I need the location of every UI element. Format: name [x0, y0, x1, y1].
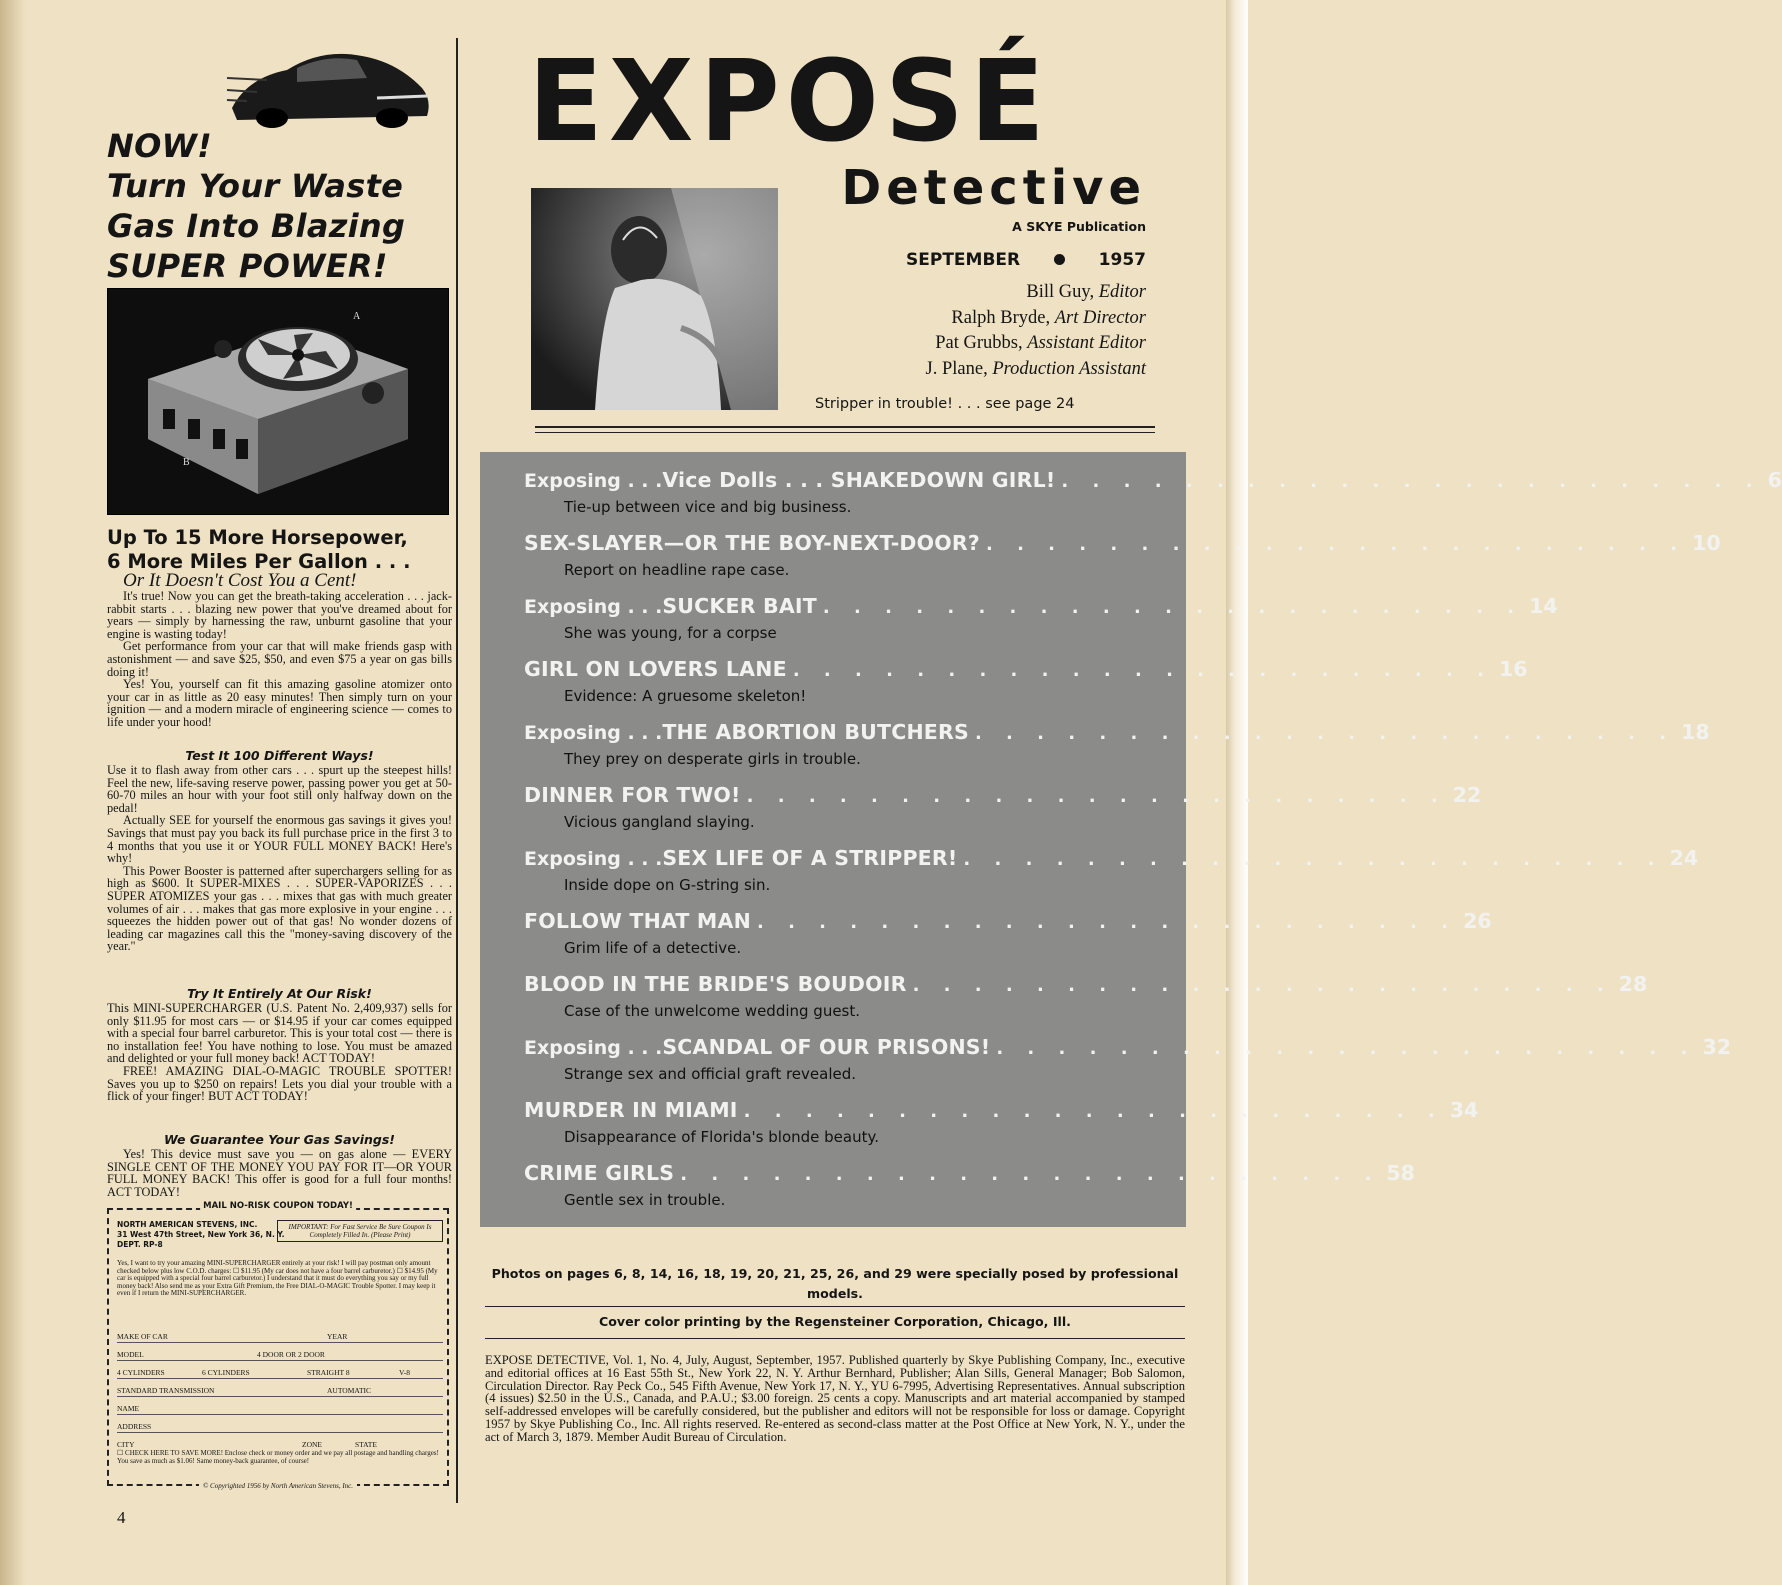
toc-leader: . . . . . . . . . . . . . . . . . . . . . . . [743, 1101, 1444, 1122]
toc-title: FOLLOW THAT MAN [524, 909, 751, 933]
coupon-save-more-checkbox[interactable]: ☐ CHECK HERE TO SAVE MORE! Enclose check or money order and we pay all postage and handling charges! You save as much as $1.06! Same money-back guarantee, of course! [117, 1449, 439, 1465]
ad-paragraph: Yes! You, yourself can fit this amazing gasoline atomizer onto your car in as little as 20 easy minutes! Then simply turn on your ignition — and a modern miracle of engineering science — comes to life under your hood! [107, 677, 452, 729]
field-label: STRAIGHT 8 [307, 1368, 350, 1377]
toc-entry[interactable] [480, 846, 1699, 906]
staff-name: Ralph Bryde, [951, 307, 1051, 328]
field-label: NAME [117, 1404, 140, 1413]
copyright-text: © Copyrighted 1956 by North American Stevens, Inc. [199, 1482, 357, 1490]
staff-name: Pat Grubbs, [935, 333, 1023, 353]
toc-heading [524, 1161, 1415, 1191]
toc-page: 34 [1449, 1098, 1479, 1122]
toc-title: Vice Dolls . . . SHAKEDOWN GIRL! [662, 468, 1056, 492]
staff-entry [926, 306, 1146, 332]
toc-page: 14 [1529, 594, 1558, 618]
ad-paragraph: Actually SEE for yourself the enormous gas savings it gives you! Savings that must pay you back its full purchase price in the first 3 to 4 months that you use it or YOUR FULL MONEY BACK! Here's why! [107, 813, 452, 866]
ad-paragraph: This Power Booster is patterned after superchargers selling for as high as $600. It SUPER-MIXES . . . SUPER-VAPORIZES . . . SUPER ATOMIZES your gas . . . mixes that gas with much greater volumes of air . . . makes that gas more explosive in your engine . . . squeezes the hidden power out of that gas! No wonder dozens of leading car magazines call this the "money-saving discovery of the year." [107, 863, 452, 954]
issue-month: SEPTEMBER [906, 250, 1021, 270]
staff-role: Editor [1098, 282, 1146, 302]
cover-story-photo [531, 188, 778, 410]
coupon-field-name[interactable] [117, 1402, 443, 1415]
toc-description: Disappearance of Florida's blonde beauty. [564, 1128, 879, 1146]
toc-leader: . . . . . . . . . . . . . . . . . . . . . . . [680, 1164, 1381, 1185]
ad-paragraph: It's true! Now you can get the breath-taking acceleration . . . jack-rabbit starts . . . blazing new power that you've dreamed about for years — simply by harnessing the raw, unburnt gasoline that your engine is wasting today! [107, 589, 452, 641]
toc-title: BLOOD IN THE BRIDE'S BOUDOIR [524, 972, 907, 996]
publisher-line: A SKYE Publication [1012, 219, 1146, 234]
toc-heading [524, 846, 1699, 876]
staff-role: Production Assistant [992, 358, 1146, 379]
toc-title: CRIME GIRLS [524, 1161, 675, 1185]
supercharger-product-photo [107, 288, 449, 515]
table-of-contents [480, 452, 1782, 1227]
coupon-field-make[interactable] [117, 1330, 443, 1343]
staff-list [926, 280, 1146, 382]
staff-name: J. Plane, [925, 358, 988, 379]
toc-page: 22 [1452, 783, 1482, 807]
toc-page: 6 [1767, 468, 1782, 492]
toc-description: Tie-up between vice and big business. [564, 498, 852, 516]
field-label: YEAR [327, 1332, 348, 1341]
toc-leader: . . . . . . . . . . . . . . . . . . . . . . . [746, 786, 1447, 807]
toc-title: SCANDAL OF OUR PRISONS! [662, 1035, 991, 1059]
toc-page: 10 [1692, 531, 1721, 555]
coupon-field-cylinders[interactable] [117, 1366, 443, 1379]
ad-subheadline [107, 526, 452, 574]
toc-page: 32 [1702, 1035, 1731, 1059]
headline-line: NOW! [107, 127, 213, 165]
supercharger-advertisement [107, 38, 452, 1518]
toc-page: 28 [1618, 972, 1648, 996]
page-edge-left [0, 0, 26, 1585]
toc-leader: . . . . . . . . . . . . . . . . . . . . . . . [974, 723, 1676, 744]
toc-leader: . . . . . . . . . . . . . . . . . . . . . . . [996, 1038, 1697, 1059]
order-coupon[interactable] [107, 1201, 449, 1490]
magazine-subtitle: Detective [841, 160, 1146, 216]
coupon-company: NORTH AMERICAN STEVENS, INC. [117, 1220, 258, 1229]
toc-description: Gentle sex in trouble. [564, 1191, 726, 1209]
ad-paragraph: Yes! This device must save you — on gas alone — EVERY SINGLE CENT OF THE MONEY YOU PAY FOR IT—OR YOUR FULL MONEY BACK! This offer is good for a full four months! ACT TODAY! [107, 1147, 452, 1199]
toc-entry[interactable] [480, 720, 1710, 780]
field-label: MAKE OF CAR [117, 1332, 168, 1341]
staff-entry [926, 357, 1146, 383]
field-label: AUTOMATIC [327, 1386, 372, 1395]
field-label: ADDRESS [117, 1422, 152, 1431]
toc-entry[interactable] [480, 1035, 1731, 1095]
toc-label: Exposing . . . [524, 1037, 663, 1059]
toc-entry[interactable] [480, 468, 1782, 528]
toc-title: MURDER IN MIAMI [524, 1098, 738, 1122]
coupon-street: 31 West 47th Street, New York 36, N. Y. [117, 1230, 285, 1239]
field-label: 6 CYLINDERS [202, 1368, 250, 1377]
toc-entry[interactable] [480, 909, 1492, 969]
toc-heading [524, 531, 1721, 561]
toc-entry[interactable] [480, 972, 1648, 1032]
ad-paragraph: Get performance from your car that will make friends gasp with astonishment — and save $25, $50, and even $75 a year on gas bills doing it! [107, 639, 452, 679]
speeding-car-illustration [227, 38, 437, 138]
ad-subhead-risk: Try It Entirely At Our Risk! [187, 986, 372, 1001]
toc-title: DINNER FOR TWO! [524, 783, 741, 807]
toc-entry[interactable] [480, 531, 1721, 591]
toc-heading [524, 1035, 1731, 1065]
toc-leader: . . . . . . . . . . . . . . . . . . . . . . . [1061, 471, 1762, 492]
issue-date [906, 250, 1146, 270]
toc-heading [524, 783, 1482, 813]
page-number: 4 [117, 1508, 126, 1527]
ad-body-test [107, 764, 452, 953]
headline-line: SUPER POWER! [107, 247, 388, 285]
field-label: 4 CYLINDERS [117, 1368, 165, 1377]
toc-entry[interactable] [480, 783, 1482, 843]
photo-credit-note: Photos on pages 6, 8, 14, 16, 18, 19, 20, 21, 25, 26, and 29 were specially posed by professional models. [491, 1266, 1179, 1301]
toc-heading [524, 720, 1710, 750]
toc-title: THE ABORTION BUTCHERS [662, 720, 969, 744]
toc-heading [524, 972, 1648, 1002]
coupon-order-text[interactable]: Yes, I want to try your amazing MINI-SUPERCHARGER entirely at your risk! I will pay postman only amount checked below plus low C.O.D. charges: ☐ $11.95 (My car does not have a four barrel carburetor.) ☐ $14.95 (My car is equipped with a special four barrel carburetor.) I understand that it must do everything you say or my full money back! Also send me as your Extra Gift Premium, the Free DIAL-O-MAGIC Trouble Spotter. I may keep it even if I return the MINI-SUPERCHARGER. [117, 1259, 438, 1298]
coupon-field-transmission[interactable] [117, 1384, 443, 1397]
ad-paragraph: FREE! AMAZING DIAL-O-MAGIC TROUBLE SPOTTER! Saves you up to $250 on repairs! Lets you dial your trouble with a flick of your finger! BUT ACT TODAY! [107, 1063, 452, 1104]
ad-body-risk [107, 1002, 452, 1103]
toc-page: 16 [1498, 657, 1528, 681]
toc-description: Evidence: A gruesome skeleton! [564, 687, 807, 705]
toc-title: SEX-SLAYER—OR THE BOY-NEXT-DOOR? [524, 531, 980, 555]
toc-label: Exposing . . . [524, 848, 663, 870]
cover-printing-note: Cover color printing by the Regensteiner Corporation, Chicago, Ill. [599, 1314, 1071, 1329]
toc-heading [524, 594, 1558, 624]
field-label: STANDARD TRANSMISSION [117, 1386, 215, 1395]
coupon-important-note: IMPORTANT: For Fast Service Be Sure Coupon Is Completely Filled In. (Please Print) [277, 1220, 443, 1242]
toc-page: 18 [1681, 720, 1710, 744]
field-label: 4 DOOR OR 2 DOOR [257, 1350, 325, 1359]
headline-line: Gas Into Blazing [107, 207, 406, 245]
subheadline-line: 6 More Miles Per Gallon . . . [107, 550, 411, 573]
toc-heading [524, 468, 1782, 498]
toc-leader: . . . . . . . . . . . . . . . . . . . . . . . [756, 912, 1458, 933]
toc-heading [524, 909, 1492, 939]
staff-role: Assistant Editor [1027, 333, 1146, 353]
ad-headline [107, 126, 452, 286]
field-label: MODEL [117, 1350, 144, 1359]
coupon-field-address[interactable] [117, 1420, 443, 1433]
toc-title: GIRL ON LOVERS LANE [524, 657, 787, 681]
coupon-field-model[interactable] [117, 1348, 443, 1361]
magazine-title: EXPOSÉ [528, 37, 1051, 167]
toc-page: 24 [1669, 846, 1699, 870]
field-label: ZONE [302, 1440, 322, 1449]
field-label: CITY [117, 1440, 135, 1449]
toc-leader: . . . . . . . . . . . . . . . . . . . . . . . [985, 534, 1687, 555]
coupon-address-block [117, 1220, 284, 1250]
toc-page: 58 [1386, 1161, 1415, 1185]
staff-entry [926, 280, 1146, 306]
ad-guarantee-tagline: Or It Doesn't Cost You a Cent! [123, 570, 357, 591]
photo-caption: Stripper in trouble! . . . see page 24 [815, 396, 1075, 412]
toc-label: Exposing . . . [524, 470, 663, 492]
toc-label: Exposing . . . [524, 596, 663, 618]
ad-subhead-guarantee: We Guarantee Your Gas Savings! [164, 1132, 395, 1147]
toc-title: SEX LIFE OF A STRIPPER! [662, 846, 958, 870]
toc-entry[interactable] [480, 1161, 1415, 1221]
notes-rule [485, 1306, 1185, 1307]
toc-leader: . . . . . . . . . . . . . . . . . . . . . . . [792, 660, 1493, 681]
coupon-dept: DEPT. RP-8 [117, 1240, 163, 1249]
ad-paragraph: Use it to flash away from other cars . . . spurt up the steepest hills! Feel the new, life-saving reserve power, passing power you get at 50-60-70 miles an hour with your foot still only halfway down on the pedal! [107, 763, 452, 815]
toc-description: Case of the unwelcome wedding guest. [564, 1002, 861, 1020]
ad-body-guarantee [107, 1148, 452, 1198]
staff-entry [926, 331, 1146, 357]
toc-description: Inside dope on G-string sin. [564, 876, 771, 894]
column-divider [456, 38, 458, 1503]
staff-name: Bill Guy, [1026, 282, 1095, 302]
toc-description: Grim life of a detective. [564, 939, 742, 957]
ad-subhead-test: Test It 100 Different Ways! [185, 748, 374, 763]
toc-entry[interactable] [480, 1098, 1479, 1158]
product-label-b: B [183, 457, 190, 468]
ad-body-intro [107, 590, 452, 729]
toc-leader: . . . . . . . . . . . . . . . . . . . . . . . [822, 597, 1524, 618]
toc-heading [524, 657, 1528, 687]
staff-role: Art Director [1054, 307, 1146, 328]
headline-line: Turn Your Waste [107, 167, 404, 205]
product-label-a: A [353, 311, 361, 322]
toc-entry[interactable] [480, 657, 1528, 717]
subheadline-line: Up To 15 More Horsepower, [107, 526, 408, 549]
field-label: V-8 [399, 1368, 410, 1377]
issue-year: 1957 [1098, 250, 1146, 270]
toc-heading [524, 1098, 1479, 1128]
toc-leader: . . . . . . . . . . . . . . . . . . . . . . . [912, 975, 1613, 996]
toc-description: Vicious gangland slaying. [564, 813, 755, 831]
notes-rule [485, 1338, 1185, 1339]
toc-description: Strange sex and official graft revealed. [564, 1065, 857, 1083]
toc-leader: . . . . . . . . . . . . . . . . . . . . . . . [963, 849, 1664, 870]
ad-paragraph: This MINI-SUPERCHARGER (U.S. Patent No. 2,409,937) sells for only $11.95 for most cars — or $14.95 if your car comes equipped with a special four barrel carburetor. This is your total cost — there is no installation fee! You have nothing to lose. You must be amazed and delighted or your full money back! ACT TODAY! [107, 1001, 452, 1066]
coupon-title: MAIL NO-RISK COUPON TODAY! [200, 1201, 356, 1211]
masthead-rule [535, 426, 1155, 428]
publication-imprint: EXPOSE DETECTIVE, Vol. 1, No. 4, July, August, September, 1957. Published quarterly by Skye Publishing Company, Inc., executive and editorial offices at 16 East 55th St., New York 22, N. Y. Arthur Bernhard, Publisher; Alan Sills, General Manager; Bob Salomon, Circulation Director. Ray Peck Co., 545 Fifth Avenue, New York 17, N. Y., YU 6-7995, Advertising Representatives. Annual subscription (4 issues) $2.50 in the U.S., Canada, and P.A.U.; $3.00 foreign. 25 cents a copy. Manuscripts and art material accompanied by stamped self-addressed envelopes will be carefully considered, but the publisher and editors will not be responsible for loss or damage. Copyright 1957 by Skye Publishing Co., Inc. All rights reserved. Re-entered as second-class matter at the Post Office at New York, N. Y., under the act of March 3, 1879. Member Audit Bureau of Circulation. [485, 1353, 1185, 1444]
bullet-icon [1054, 254, 1065, 265]
coupon-copyright [109, 1481, 447, 1490]
masthead-rule [535, 432, 1155, 433]
toc-description: She was young, for a corpse [564, 624, 777, 642]
toc-label: Exposing . . . [524, 722, 663, 744]
toc-page: 26 [1463, 909, 1492, 933]
toc-title: SUCKER BAIT [662, 594, 817, 618]
toc-description: Report on headline rape case. [564, 561, 790, 579]
field-label: STATE [355, 1440, 377, 1449]
toc-description: They prey on desperate girls in trouble. [564, 750, 861, 768]
toc-entry[interactable] [480, 594, 1558, 654]
